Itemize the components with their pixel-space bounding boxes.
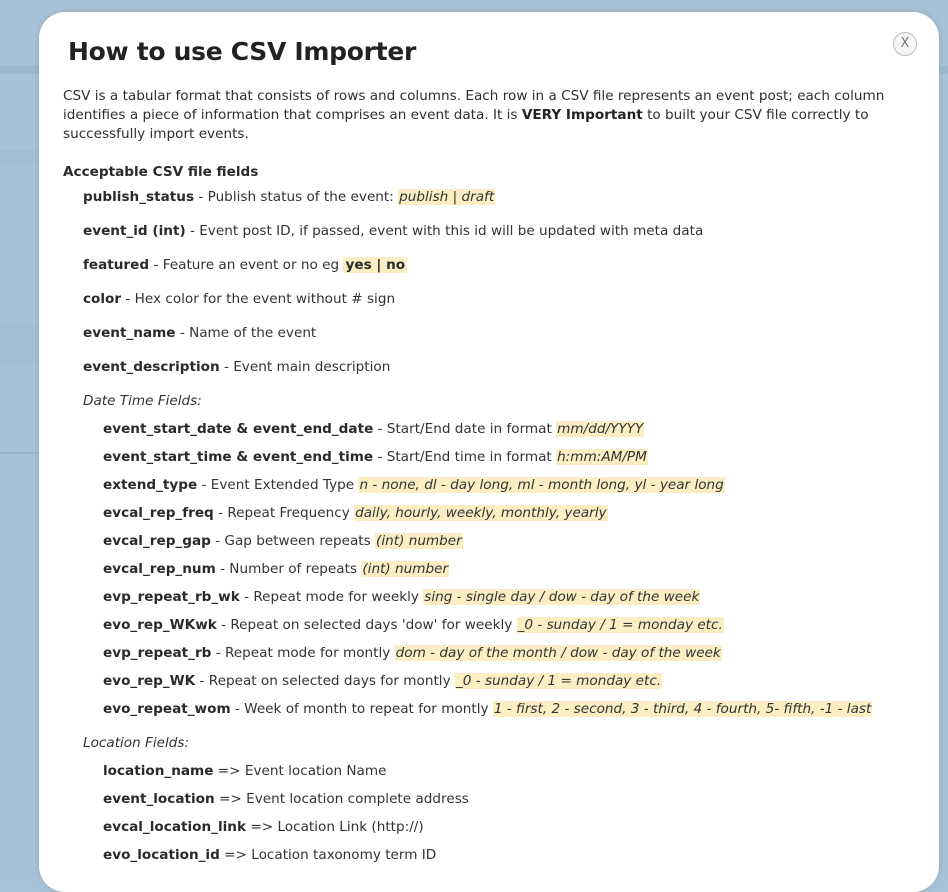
field-description: - Repeat mode for montly — [211, 645, 395, 661]
field-hint: publish | draft — [399, 189, 495, 205]
csv-importer-help-modal — [39, 12, 939, 892]
background-panel — [0, 325, 40, 365]
field-row — [103, 559, 449, 579]
field-hint: n - none, dl - day long, ml - month long, yl - year long — [359, 477, 724, 493]
field-description: - Repeat Frequency — [213, 505, 355, 521]
field-description: - Name of the event — [175, 325, 317, 341]
field-name: evo_rep_WK — [103, 673, 196, 689]
field-name: evp_repeat_rb — [103, 645, 212, 661]
field-row — [103, 845, 436, 865]
datetime-heading: Date Time Fields: — [83, 393, 202, 409]
field-description: - Repeat on selected days for montly — [195, 673, 455, 689]
field-hint: _0 - sunday / 1 = monday etc. — [517, 617, 723, 633]
field-description: - Event Extended Type — [197, 477, 359, 493]
field-row — [83, 221, 703, 241]
field-description: - Hex color for the event without # sign — [121, 291, 396, 307]
field-name: evo_location_id — [103, 847, 220, 863]
field-description: => Location Link (http://) — [246, 819, 424, 835]
close-button[interactable]: X — [893, 32, 917, 56]
field-row — [103, 671, 662, 691]
field-hint: sing - single day / dow - day of the week — [424, 589, 700, 605]
field-description: => Event location Name — [213, 763, 387, 779]
field-row — [103, 475, 725, 495]
field-hint: mm/dd/YYYY — [557, 421, 644, 437]
field-description: - Event main description — [219, 359, 391, 375]
field-description: - Number of repeats — [215, 561, 362, 577]
field-hint: _0 - sunday / 1 = monday etc. — [455, 673, 662, 689]
intro-text: CSV is a tabular format that consists of rows and columns. Each row in a CSV file represents an event post; each column identifies a piece of information that comprises an event data. It is — [63, 88, 885, 123]
field-name: evcal_rep_gap — [103, 533, 211, 549]
field-row — [83, 187, 495, 207]
field-row — [103, 587, 700, 607]
field-hint: h:mm:AM/PM — [557, 449, 647, 465]
field-description: - Event post ID, if passed, event with this id will be updated with meta data — [185, 223, 704, 239]
background-divider — [0, 452, 40, 454]
field-description: - Start/End time in format — [373, 449, 557, 465]
field-description: - Gap between repeats — [210, 533, 376, 549]
field-description: - Repeat mode for weekly — [239, 589, 424, 605]
field-name: evo_repeat_wom — [103, 701, 231, 717]
field-row — [83, 357, 390, 377]
field-name: evo_rep_WKwk — [103, 617, 217, 633]
intro-text: to built your CSV file correctly to successfully import events. — [63, 107, 869, 142]
field-description: - Repeat on selected days 'dow' for weekly — [216, 617, 517, 633]
background-panel — [0, 150, 40, 164]
location-heading: Location Fields: — [83, 735, 190, 751]
field-description: - Feature an event or no eg — [149, 257, 344, 273]
field-description: => Event location complete address — [214, 791, 469, 807]
field-name: event_id (int) — [83, 223, 186, 239]
field-description: => Location taxonomy term ID — [219, 847, 437, 863]
field-row — [83, 255, 407, 275]
field-name: evcal_location_link — [103, 819, 247, 835]
intro-paragraph — [63, 87, 913, 144]
field-row — [103, 699, 872, 719]
field-hint: daily, hourly, weekly, monthly, yearly — [355, 505, 607, 521]
field-hint: (int) number — [362, 561, 449, 577]
field-hint: yes | no — [345, 257, 406, 273]
field-name: event_start_date & event_end_date — [103, 421, 374, 437]
field-name: event_start_time & event_end_time — [103, 449, 374, 465]
field-row — [83, 323, 316, 343]
field-row — [103, 503, 608, 523]
field-row — [103, 531, 463, 551]
field-description: - Week of month to repeat for montly — [230, 701, 493, 717]
field-name: featured — [83, 257, 150, 273]
field-name: event_location — [103, 791, 215, 807]
background-page-heading — [0, 108, 40, 132]
field-row — [103, 789, 469, 809]
field-row — [83, 289, 395, 309]
field-row — [103, 643, 722, 663]
section-heading: Acceptable CSV file fields — [63, 164, 259, 180]
intro-emphasis: VERY Important — [521, 107, 643, 123]
field-description: - Start/End date in format — [373, 421, 557, 437]
field-name: color — [83, 291, 122, 307]
field-row — [103, 761, 387, 781]
field-row — [103, 447, 648, 467]
field-row — [103, 615, 724, 635]
field-name: location_name — [103, 763, 214, 779]
field-name: evcal_rep_freq — [103, 505, 214, 521]
field-description: - Publish status of the event: — [194, 189, 399, 205]
field-row — [103, 419, 644, 439]
field-name: publish_status — [83, 189, 195, 205]
field-name: evcal_rep_num — [103, 561, 216, 577]
field-name: event_description — [83, 359, 220, 375]
modal-title: How to use CSV Importer — [68, 37, 417, 66]
field-row — [103, 817, 424, 837]
field-hint: dom - day of the month / dow - day of the week — [395, 645, 721, 661]
field-hint: (int) number — [376, 533, 462, 549]
field-name: evp_repeat_rb_wk — [103, 589, 240, 605]
field-name: extend_type — [103, 477, 198, 493]
field-hint: 1 - first, 2 - second, 3 - third, 4 - fourth, 5- fifth, -1 - last — [493, 701, 872, 717]
field-name: event_name — [83, 325, 176, 341]
